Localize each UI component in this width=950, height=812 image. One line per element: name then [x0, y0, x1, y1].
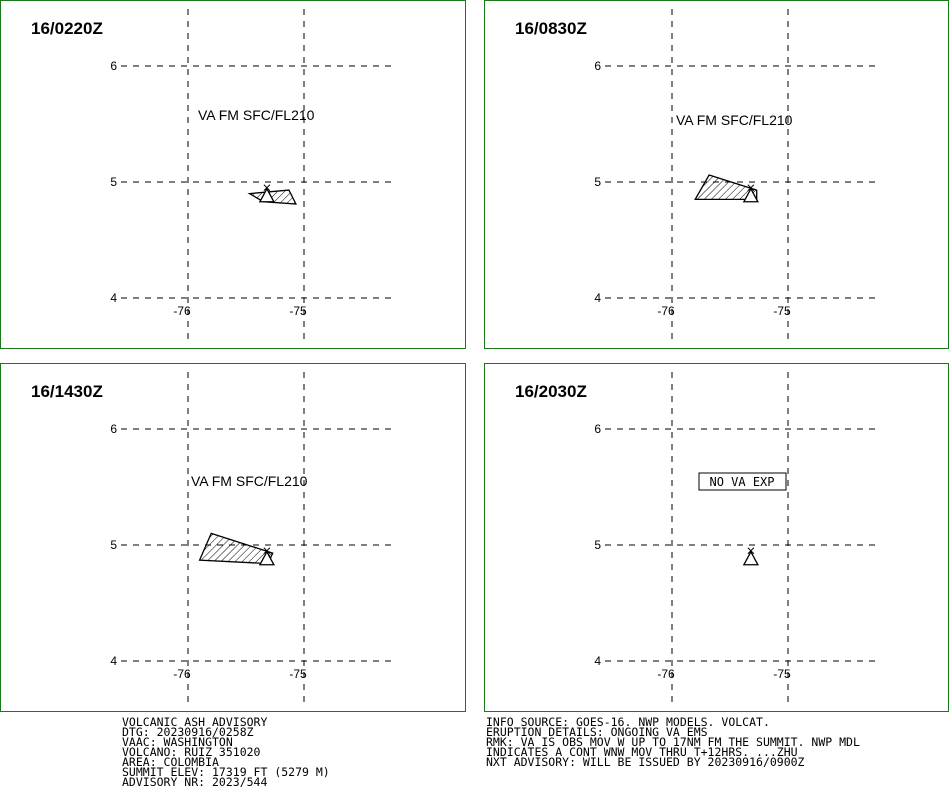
panel-map [1, 364, 467, 713]
lat-tick-label: 6 [594, 422, 601, 436]
lon-tick-label: -75 [289, 667, 307, 681]
advisory-next: NXT ADVISORY: WILL BE ISSUED BY 20230916/0900Z [486, 755, 805, 769]
lat-tick-label: 5 [110, 175, 117, 189]
panel-map [1, 1, 467, 350]
lon-tick-label: -75 [289, 304, 307, 318]
advisory-area: AREA: COLOMBIA [122, 755, 219, 769]
advisory-title: VOLCANIC ASH ADVISORY [122, 715, 268, 729]
lat-tick-label: 4 [594, 291, 601, 305]
lon-tick-label: -76 [173, 304, 191, 318]
map-panel-4 [484, 363, 949, 712]
va-label: VA FM SFC/FL210 [191, 473, 308, 489]
lat-tick-label: 4 [110, 654, 117, 668]
panel-time: 16/0830Z [515, 19, 587, 38]
va-label: VA FM SFC/FL210 [676, 112, 793, 128]
panel-time: 16/1430Z [31, 382, 103, 401]
map-panel-3 [0, 363, 466, 712]
advisory-header-block [122, 717, 330, 787]
advisory-volcano: VOLCANO: RUIZ 351020 [122, 745, 261, 759]
lat-tick-label: 6 [110, 422, 117, 436]
advisory-vaac: VAAC: WASHINGTON [122, 735, 233, 749]
advisory-remark-2: INDICATES A CONT WNW MOV THRU T+12HRS. ...ZHU [486, 745, 798, 759]
lon-tick-label: -75 [773, 304, 791, 318]
panel-time: 16/0220Z [31, 19, 103, 38]
va-label: NO VA EXP [709, 475, 775, 489]
advisory-summit-elev: SUMMIT ELEV: 17319 FT (5279 M) [122, 765, 330, 779]
panel-map [485, 1, 950, 350]
lat-tick-label: 6 [110, 59, 117, 73]
map-panel-1 [0, 0, 466, 349]
advisory-info-source: INFO SOURCE: GOES-16. NWP MODELS. VOLCAT. [486, 715, 770, 729]
lon-tick-label: -75 [773, 667, 791, 681]
advisory-remark-1: RMK: VA IS OBS MOV W UP TO 17NM FM THE SUMMIT. NWP MDL [486, 735, 860, 749]
advisory-number: ADVISORY NR: 2023/544 [122, 775, 268, 789]
advisory-dtg: DTG: 20230916/0258Z [122, 725, 254, 739]
lon-tick-label: -76 [657, 304, 675, 318]
lon-tick-label: -76 [173, 667, 191, 681]
lon-tick-label: -76 [657, 667, 675, 681]
map-panel-2 [484, 0, 949, 349]
lat-tick-label: 4 [594, 654, 601, 668]
panel-time: 16/2030Z [515, 382, 587, 401]
lat-tick-label: 6 [594, 59, 601, 73]
lat-tick-label: 5 [110, 538, 117, 552]
panel-map [485, 364, 950, 713]
lat-tick-label: 4 [110, 291, 117, 305]
ash-cloud-polygon [200, 533, 273, 563]
advisory-details-block [486, 717, 860, 767]
lat-tick-label: 5 [594, 175, 601, 189]
lat-tick-label: 5 [594, 538, 601, 552]
volcano-icon [744, 548, 758, 565]
va-label: VA FM SFC/FL210 [198, 107, 315, 123]
advisory-eruption-details: ERUPTION DETAILS: ONGOING VA EMS [486, 725, 708, 739]
